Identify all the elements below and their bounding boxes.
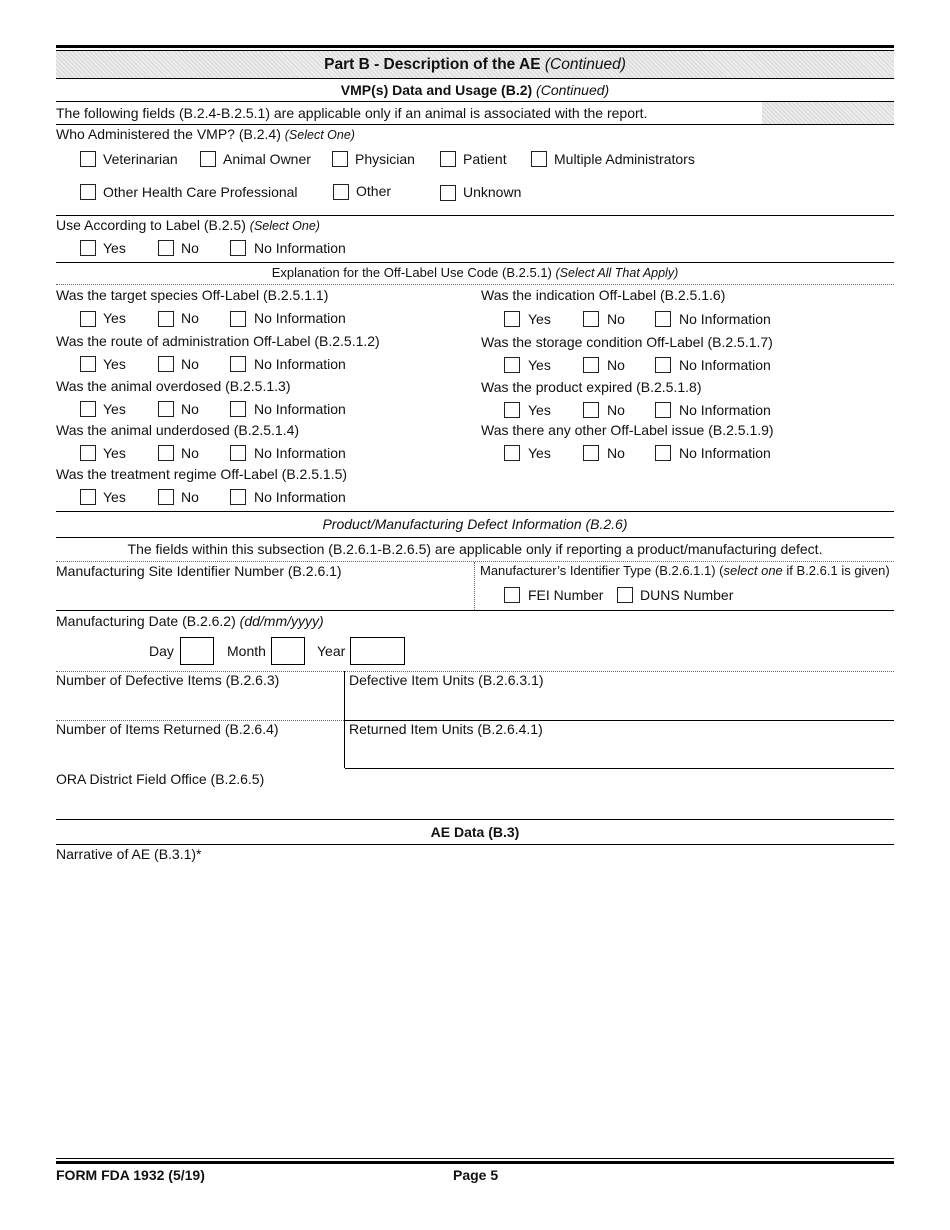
defect-notice: The fields within this subsection (B.2.6.1-B.2.6.5) are applicable only if reporting a product/manufacturing defect. <box>127 541 823 557</box>
option-label: No Information <box>679 445 771 461</box>
question-label: Was the animal underdosed (B.2.5.1.4) <box>56 422 300 438</box>
ora-office-label: ORA District Field Office (B.2.6.5) <box>56 771 265 787</box>
route-yes-checkbox[interactable] <box>80 356 96 372</box>
multiple-administrators-checkbox[interactable] <box>531 151 547 167</box>
option-label: Yes <box>103 310 126 326</box>
target-species-no-checkbox[interactable] <box>158 311 174 327</box>
rule <box>56 511 894 512</box>
month-input[interactable] <box>271 637 305 665</box>
year-label: Year <box>317 643 346 659</box>
returned-units-label: Returned Item Units (B.2.6.4.1) <box>349 721 543 737</box>
site-id-label: Manufacturing Site Identifier Number (B.2.6.1) <box>56 563 342 579</box>
option-label: No Information <box>254 356 346 372</box>
option-label: Yes <box>103 401 126 417</box>
question-label: Was the indication Off-Label (B.2.5.1.6) <box>481 287 726 303</box>
storage-yes-checkbox[interactable] <box>504 357 520 373</box>
overdosed-noinfo-checkbox[interactable] <box>230 401 246 417</box>
use-label-yes-checkbox[interactable] <box>80 240 96 256</box>
use-label-label <box>56 216 320 235</box>
id-type-tail: if B.2.6.1 is given) <box>782 563 890 578</box>
day-input[interactable] <box>180 637 214 665</box>
offlabel-header-text: Explanation for the Off-Label Use Code (B.2.5.1) <box>271 265 552 280</box>
rule <box>345 768 894 769</box>
other-issue-yes-checkbox[interactable] <box>504 445 520 461</box>
storage-no-checkbox[interactable] <box>583 357 599 373</box>
day-label: Day <box>149 643 174 659</box>
option-label: Other Health Care Professional <box>103 184 298 200</box>
mfg-date-text: Manufacturing Date (B.2.6.2) <box>56 613 236 629</box>
expired-noinfo-checkbox[interactable] <box>655 402 671 418</box>
question-label: Was the target species Off-Label (B.2.5.1.1) <box>56 287 329 303</box>
rule <box>56 819 894 820</box>
ae-data-header: AE Data (B.3) <box>430 824 520 840</box>
unknown-checkbox[interactable] <box>440 185 456 201</box>
form-number: FORM FDA 1932 (5/19) <box>56 1167 205 1183</box>
route-no-checkbox[interactable] <box>158 356 174 372</box>
indication-noinfo-checkbox[interactable] <box>655 311 671 327</box>
year-input[interactable] <box>350 637 405 665</box>
option-label: No Information <box>679 357 771 373</box>
question-label: Was the treatment regime Off-Label (B.2.5.1.5) <box>56 466 348 482</box>
narrative-field[interactable] <box>56 866 894 1151</box>
option-label: Veterinarian <box>103 151 178 167</box>
option-label: Yes <box>528 445 551 461</box>
id-type-text: Manufacturer’s Identifier Type (B.2.6.1.1) ( <box>480 563 724 578</box>
veterinarian-checkbox[interactable] <box>80 151 96 167</box>
month-label: Month <box>227 643 266 659</box>
column-divider <box>474 562 475 610</box>
page-number: Page 5 <box>453 1167 499 1183</box>
section-header <box>56 80 894 100</box>
defect-header: Product/Manufacturing Defect Information (B.2.6) <box>322 516 628 532</box>
expired-yes-checkbox[interactable] <box>504 402 520 418</box>
other-checkbox[interactable] <box>333 184 349 200</box>
part-header-suffix: (Continued) <box>544 56 626 73</box>
regime-yes-checkbox[interactable] <box>80 489 96 505</box>
option-label: No Information <box>254 489 346 505</box>
indication-no-checkbox[interactable] <box>583 311 599 327</box>
option-label: No <box>181 489 199 505</box>
narrative-label: Narrative of AE (B.3.1)* <box>56 846 202 862</box>
option-label: Animal Owner <box>223 151 311 167</box>
option-label: No <box>181 401 199 417</box>
target-species-yes-checkbox[interactable] <box>80 311 96 327</box>
option-label: Yes <box>528 311 551 327</box>
option-label: No Information <box>254 401 346 417</box>
defective-units-label: Defective Item Units (B.2.6.3.1) <box>349 672 544 688</box>
fei-number-checkbox[interactable] <box>504 587 520 603</box>
option-label: Yes <box>528 357 551 373</box>
other-issue-no-checkbox[interactable] <box>583 445 599 461</box>
option-label: Yes <box>103 445 126 461</box>
offlabel-header-hint: (Select All That Apply) <box>555 266 679 280</box>
underdosed-no-checkbox[interactable] <box>158 445 174 461</box>
option-label: Physician <box>355 151 415 167</box>
option-label: Yes <box>103 356 126 372</box>
offlabel-header <box>56 263 894 283</box>
animal-notice: The following fields (B.2.4-B.2.5.1) are applicable only if an animal is associated with the report. <box>56 105 648 121</box>
option-label: Yes <box>528 402 551 418</box>
rule <box>56 610 894 611</box>
use-label-no-checkbox[interactable] <box>158 240 174 256</box>
duns-number-checkbox[interactable] <box>617 587 633 603</box>
use-label-hint: (Select One) <box>249 219 320 233</box>
section-header-suffix: (Continued) <box>536 82 610 98</box>
underdosed-noinfo-checkbox[interactable] <box>230 445 246 461</box>
indication-yes-checkbox[interactable] <box>504 311 520 327</box>
option-label: No Information <box>679 402 771 418</box>
option-label: Multiple Administrators <box>554 151 695 167</box>
top-rule <box>56 45 894 48</box>
regime-no-checkbox[interactable] <box>158 489 174 505</box>
section-header-title: VMP(s) Data and Usage (B.2) <box>340 82 533 98</box>
option-label: No <box>607 445 625 461</box>
option-label: No Information <box>254 445 346 461</box>
footer-rule-thick <box>56 1161 894 1164</box>
option-label: No <box>607 357 625 373</box>
option-label: No Information <box>679 311 771 327</box>
question-label: Was the route of administration Off-Label (B.2.5.1.2) <box>56 333 380 349</box>
other-hcp-checkbox[interactable] <box>80 184 96 200</box>
option-label: FEI Number <box>528 587 604 603</box>
option-label: Unknown <box>463 184 522 200</box>
shaded-cell <box>762 102 894 124</box>
question-label: Was the product expired (B.2.5.1.8) <box>481 379 702 395</box>
option-label: Other <box>356 183 392 199</box>
defective-items-label: Number of Defective Items (B.2.6.3) <box>56 672 280 688</box>
regime-noinfo-checkbox[interactable] <box>230 489 246 505</box>
patient-checkbox[interactable] <box>440 151 456 167</box>
use-label-noinfo-checkbox[interactable] <box>230 240 246 256</box>
id-type-label <box>480 562 890 580</box>
option-label: Yes <box>103 489 126 505</box>
option-label: No Information <box>254 310 346 326</box>
option-label: No <box>181 356 199 372</box>
option-label: No <box>607 311 625 327</box>
expired-no-checkbox[interactable] <box>583 402 599 418</box>
question-label: Was there any other Off-Label issue (B.2.5.1.9) <box>481 422 774 438</box>
overdosed-yes-checkbox[interactable] <box>80 401 96 417</box>
footer-rule-thin <box>56 1158 894 1159</box>
who-administered-hint: (Select One) <box>284 128 355 142</box>
route-noinfo-checkbox[interactable] <box>230 356 246 372</box>
use-label-text: Use According to Label (B.2.5) <box>56 217 246 233</box>
part-header-title: Part B - Description of the AE <box>324 56 541 73</box>
underdosed-yes-checkbox[interactable] <box>80 445 96 461</box>
who-administered-label <box>56 125 355 144</box>
items-returned-label: Number of Items Returned (B.2.6.4) <box>56 721 279 737</box>
storage-noinfo-checkbox[interactable] <box>655 357 671 373</box>
option-label: No <box>181 310 199 326</box>
option-label: No <box>607 402 625 418</box>
option-label: No Information <box>254 240 346 256</box>
other-issue-noinfo-checkbox[interactable] <box>655 445 671 461</box>
overdosed-no-checkbox[interactable] <box>158 401 174 417</box>
dotted-rule <box>56 284 894 285</box>
rule <box>56 537 894 538</box>
target-species-noinfo-checkbox[interactable] <box>230 311 246 327</box>
option-label: No <box>181 445 199 461</box>
option-label: DUNS Number <box>640 587 734 603</box>
id-type-italic: select one <box>723 563 783 578</box>
question-label: Was the animal overdosed (B.2.5.1.3) <box>56 378 291 394</box>
part-header <box>56 50 894 79</box>
mfg-date-label <box>56 612 324 630</box>
question-label: Was the storage condition Off-Label (B.2.5.1.7) <box>481 334 773 350</box>
who-administered-text: Who Administered the VMP? (B.2.4) <box>56 126 281 142</box>
option-label: Patient <box>463 151 507 167</box>
mfg-date-format: (dd/mm/yyyy) <box>239 613 324 629</box>
option-label: Yes <box>103 240 126 256</box>
animal-owner-checkbox[interactable] <box>200 151 216 167</box>
physician-checkbox[interactable] <box>332 151 348 167</box>
option-label: No <box>181 240 199 256</box>
